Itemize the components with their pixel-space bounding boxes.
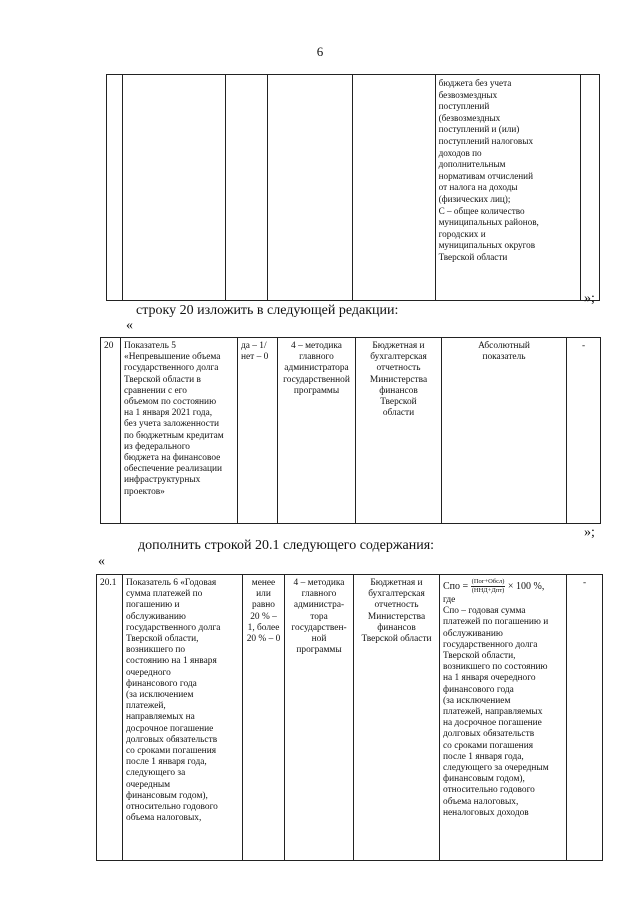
table-row-20-1 xyxy=(96,574,603,861)
instruction-heading-2: дополнить строкой 20.1 следующего содержания: xyxy=(138,538,435,553)
cell-empty xyxy=(581,75,600,301)
data-source: Бюджетная и бухгалтерская отчетность Министерства финансов Тверской области xyxy=(356,338,442,524)
cell-formula-continuation: бюджета без учета безвозмездных поступлений (безвозмездных поступлений и (или) поступлений налоговых доходов по дополнительным нормативам отчислений от налога на доходы (физических лиц); С – общее количество муниципальных районов, городских и муниципальных округов Тверской области xyxy=(435,75,580,301)
formula-expression xyxy=(443,578,563,595)
row-number: 20.1 xyxy=(97,575,123,861)
table-row-20 xyxy=(100,337,601,524)
closing-quote-2: »; xyxy=(584,525,595,540)
cell-empty xyxy=(353,75,435,301)
indicator-name: Показатель 5 «Непревышение объема государственного долга Тверской области в сравнении с его объемом по состоянию на 1 января 2021 года, без учета заложенности по бюджетным кредитам из федерального бюджета на финансовое обеспечение реализации инфраструктурных проектов» xyxy=(121,338,238,524)
opening-quote-1: « xyxy=(126,318,133,333)
formula-numerator: (Пог+Обсл) xyxy=(471,578,505,585)
page-number: 6 xyxy=(316,44,324,59)
indicator-name: Показатель 6 «Годовая сумма платежей по погашению и обслуживанию государственного долга Тверской области, возникшего по состоянию на 1 января очередного финансового года (за исключением платежей, направляемых на досрочное погашение долговых обязательств со сроками погашения после 1 января года, следующего за очередным финансовым годом), относительно годового объема налоговых, xyxy=(123,575,243,861)
method: 4 – методика главного администра- тора государствен- ной программы xyxy=(285,575,354,861)
indicator-value: да – 1/ нет – 0 xyxy=(238,338,278,524)
last-column: - xyxy=(567,338,601,524)
table-continuation xyxy=(106,74,600,301)
indicator-value: менее или равно 20 % – 1, более 20 % – 0 xyxy=(243,575,285,861)
opening-quote-2: « xyxy=(98,554,105,569)
data-source: Бюджетная и бухгалтерская отчетность Министерства финансов Тверской области xyxy=(354,575,440,861)
formula-denominator: (ННД+Дпт) xyxy=(471,587,505,594)
row-number: 20 xyxy=(101,338,121,524)
formula-description: где Спо – годовая сумма платежей по погашению и обслуживанию государственного долга Тверской области, возникшего по состоянию на 1 января очередного финансового года (за исключением платежей, направляемых на досрочное погашение долговых обязательств со сроками погашения после 1 января года, следующего за очередным финансовым годом), относительно годового объема налоговых, неналоговых доходов xyxy=(443,595,549,818)
formula-cell xyxy=(440,575,567,861)
last-column: - xyxy=(567,575,603,861)
cell-empty xyxy=(225,75,267,301)
formula-rhs: × 100 %, xyxy=(507,580,545,592)
formula-lhs: Спо = xyxy=(443,580,469,592)
cell-empty xyxy=(122,75,225,301)
formula: Абсолютный показатель xyxy=(442,338,567,524)
cell-empty xyxy=(267,75,352,301)
cell-empty xyxy=(107,75,123,301)
formula-fraction xyxy=(471,578,506,595)
closing-quote-1: »; xyxy=(584,291,595,306)
method: 4 – методика главного администратора государственной программы xyxy=(278,338,356,524)
instruction-heading-1: строку 20 изложить в следующей редакции: xyxy=(136,303,399,318)
